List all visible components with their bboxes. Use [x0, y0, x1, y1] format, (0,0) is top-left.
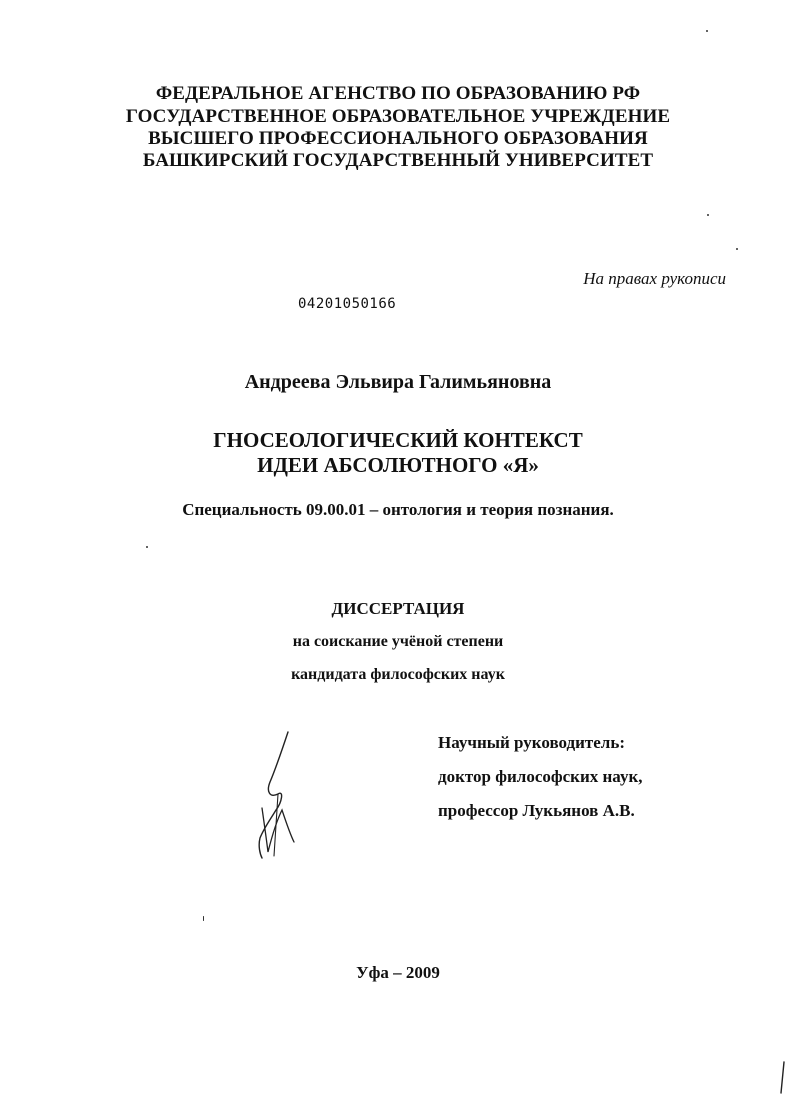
- advisor-name: профессор Лукьянов А.В.: [438, 801, 635, 820]
- signature-icon: [248, 730, 308, 860]
- dissertation-label: ДИССЕРТАЦИЯ: [331, 599, 465, 618]
- degree-line-1: на соискание учёной степени: [292, 633, 504, 650]
- scan-speck: [146, 546, 148, 548]
- advisor-label: Научный руководитель:: [438, 733, 625, 752]
- specialty-line: Специальность 09.00.01 – онтология и теория познания.: [182, 500, 614, 519]
- scan-speck: [706, 30, 708, 32]
- degree-line-2: кандидата философских наук: [291, 666, 505, 683]
- dissertation-title-line-1: ГНОСЕОЛОГИЧЕСКИЙ КОНТЕКСТ: [213, 428, 583, 452]
- institution-line-1: ФЕДЕРАЛЬНОЕ АГЕНСТВО ПО ОБРАЗОВАНИЮ РФ: [155, 83, 641, 104]
- scan-speck: [203, 916, 204, 921]
- city-year: Уфа – 2009: [356, 963, 440, 982]
- scan-edge-mark-icon: [777, 1060, 787, 1095]
- dissertation-title-line-2: ИДЕИ АБСОЛЮТНОГО «Я»: [257, 453, 539, 477]
- manuscript-note: На правах рукописи: [583, 269, 726, 288]
- institution-line-2: ГОСУДАРСТВЕННОЕ ОБРАЗОВАТЕЛЬНОЕ УЧРЕЖДЕНИЕ: [125, 106, 671, 127]
- advisor-degree: доктор философских наук,: [438, 767, 643, 786]
- scan-speck: [707, 214, 709, 216]
- author-name: Андреева Эльвира Галимьяновна: [244, 371, 552, 393]
- institution-line-3: ВЫСШЕГО ПРОФЕССИОНАЛЬНОГО ОБРАЗОВАНИЯ: [148, 128, 648, 149]
- scan-speck: [736, 248, 738, 250]
- registration-code: 04201050166: [298, 296, 397, 312]
- institution-line-4: БАШКИРСКИЙ ГОСУДАРСТВЕННЫЙ УНИВЕРСИТЕТ: [142, 150, 654, 171]
